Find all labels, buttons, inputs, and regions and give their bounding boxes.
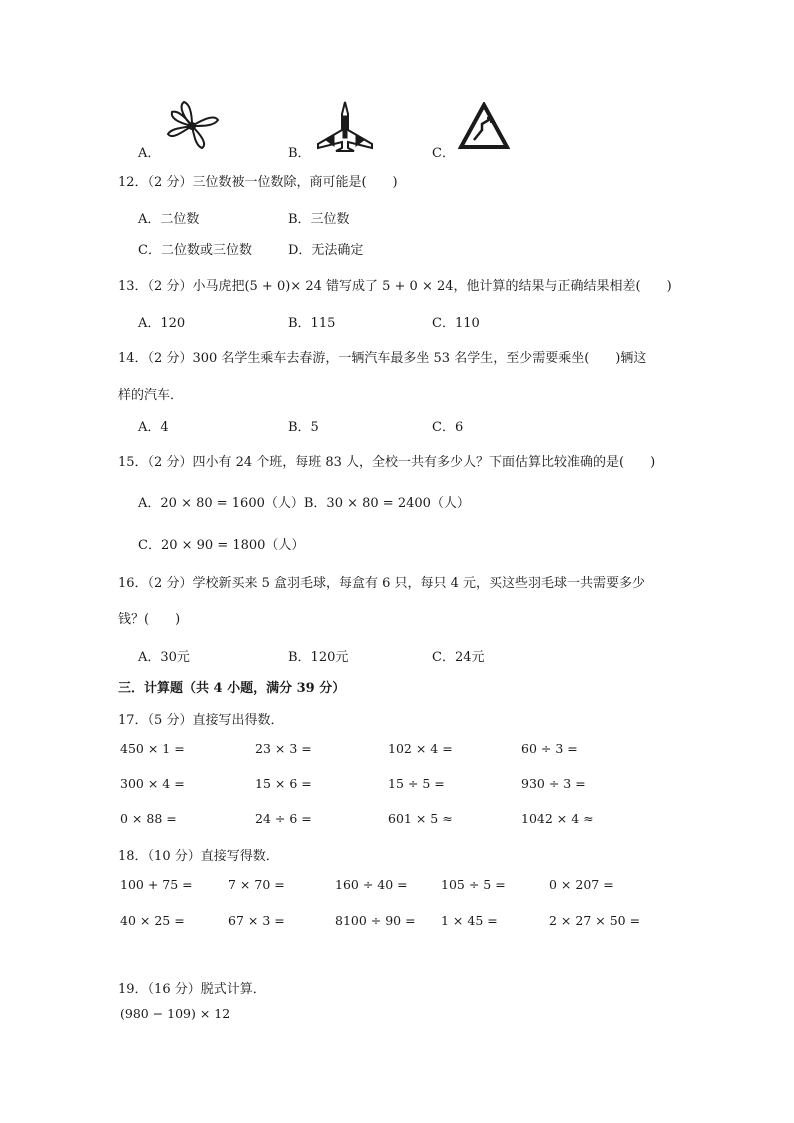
q17-item: 1042 × 4 ≈ bbox=[521, 811, 594, 826]
q13-option-a: A．120 bbox=[138, 316, 186, 331]
q14-stem: 14．（2 分）300 名学生乘车去春游，一辆汽车最多坐 53 名学生，至少需要乘坐( )辆这 bbox=[118, 351, 647, 366]
q17-item: 930 ÷ 3 = bbox=[521, 776, 586, 791]
q19-expression: (980 − 109) × 12 bbox=[120, 1006, 231, 1021]
q18-stem: 18．（10 分）直接写得数． bbox=[118, 849, 279, 864]
q14-option-b: B．5 bbox=[288, 420, 319, 435]
warning-sign-icon bbox=[458, 102, 510, 150]
q18-item: 2 × 27 × 50 = bbox=[549, 913, 641, 928]
q17-item: 300 × 4 = bbox=[120, 776, 185, 791]
q17-item: 601 × 5 ≈ bbox=[388, 811, 453, 826]
q18-item: 67 × 3 = bbox=[228, 913, 285, 928]
q18-item: 0 × 207 = bbox=[549, 877, 614, 892]
q15-option-c: C．20 × 90 = 1800（人） bbox=[138, 538, 305, 553]
q17-item: 15 ÷ 5 = bbox=[388, 776, 445, 791]
q15-option-ab: A．20 × 80 = 1600（人）B．30 × 80 = 2400（人） bbox=[138, 496, 470, 511]
q16-option-b: B．120元 bbox=[288, 650, 349, 665]
q16-stem-continued: 钱？( ) bbox=[118, 612, 181, 627]
q18-item: 105 ÷ 5 = bbox=[441, 877, 506, 892]
q16-stem: 16．（2 分）学校新买来 5 盒羽毛球，每盒有 6 只，每只 4 元，买这些羽毛球一共需要多少 bbox=[118, 576, 646, 591]
q18-item: 100 + 75 = bbox=[120, 877, 193, 892]
pinwheel-flower-icon bbox=[162, 98, 224, 154]
q14-option-c: C．6 bbox=[432, 420, 464, 435]
q18-item: 8100 ÷ 90 = bbox=[335, 913, 416, 928]
q11-option-a: A． bbox=[138, 146, 161, 161]
q17-stem: 17．（5 分）直接写出得数． bbox=[118, 713, 284, 728]
q16-option-a: A．30元 bbox=[138, 650, 190, 665]
q13-option-b: B．115 bbox=[288, 316, 336, 331]
q12-stem: 12．（2 分）三位数被一位数除，商可能是( ) bbox=[118, 175, 398, 190]
q17-item: 24 ÷ 6 = bbox=[255, 811, 312, 826]
section-heading: 三．计算题（共 4 小题，满分 39 分） bbox=[118, 681, 346, 696]
q18-item: 1 × 45 = bbox=[441, 913, 498, 928]
q17-item: 102 × 4 = bbox=[388, 741, 453, 756]
q12-option-c: C．二位数或三位数 bbox=[138, 243, 252, 258]
q17-item: 450 × 1 = bbox=[120, 741, 185, 756]
q17-item: 60 ÷ 3 = bbox=[521, 741, 578, 756]
q12-option-a: A．二位数 bbox=[138, 212, 200, 227]
q17-item: 23 × 3 = bbox=[255, 741, 312, 756]
q14-option-a: A．4 bbox=[138, 420, 169, 435]
q14-stem-continued: 样的汽车． bbox=[118, 388, 184, 403]
q16-option-c: C．24元 bbox=[432, 650, 485, 665]
q17-item: 15 × 6 = bbox=[255, 776, 312, 791]
q12-option-d: D．无法确定 bbox=[288, 243, 364, 258]
q18-item: 160 ÷ 40 = bbox=[335, 877, 408, 892]
q11-option-c: C． bbox=[432, 146, 455, 161]
q12-option-b: B．三位数 bbox=[288, 212, 350, 227]
q15-stem: 15．（2 分）四小有 24 个班，每班 83 人，全校一共有多少人？下面估算比较准确的是( ) bbox=[118, 455, 656, 470]
q18-item: 40 × 25 = bbox=[120, 913, 185, 928]
q13-option-c: C．110 bbox=[432, 316, 480, 331]
q11-option-b: B． bbox=[288, 146, 311, 161]
q17-item: 0 × 88 = bbox=[120, 811, 177, 826]
fighter-jet-icon bbox=[314, 100, 376, 152]
q18-item: 7 × 70 = bbox=[228, 877, 285, 892]
q13-stem: 13．（2 分）小马虎把(5 + 0)× 24 错写成了 5 + 0 × 24，他计算的结果与正确结果相差( ) bbox=[118, 279, 672, 294]
q19-stem: 19．（16 分）脱式计算． bbox=[118, 982, 266, 997]
